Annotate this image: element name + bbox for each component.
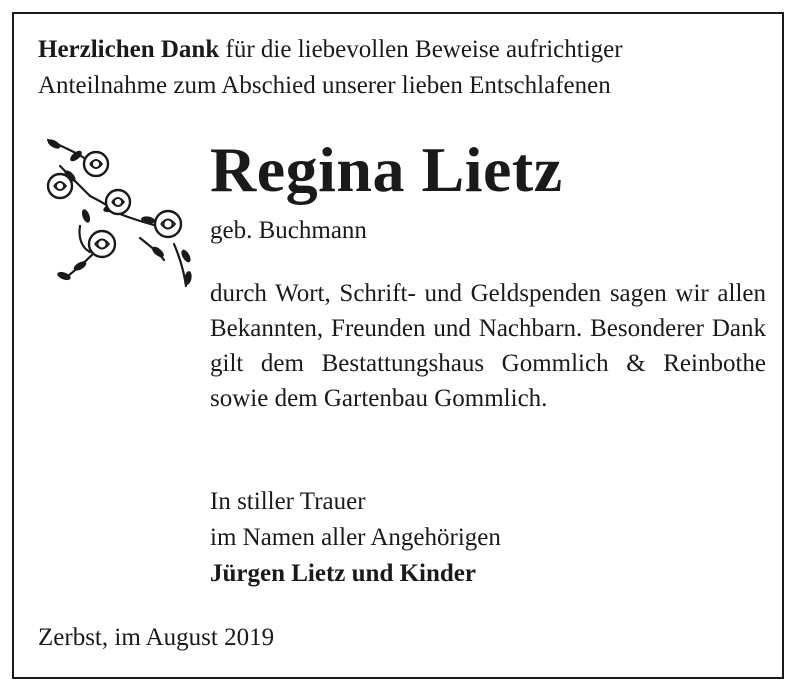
intro-line-1: für die liebevollen Beweise aufrichtiger (219, 36, 623, 63)
deceased-name: Regina Lietz (210, 134, 563, 205)
mourning-line-2: im Namen aller Angehörigen (210, 524, 501, 551)
mourning-block (210, 484, 501, 592)
thank-you-message: durch Wort, Schrift- und Geldspenden sagen wir allen Bekannten, Freunden und Nachbarn. Besonderer Dank gilt dem Bestattungshaus Gommlich & Reinbothe sowie dem Gartenbau Gommlich. (210, 280, 766, 412)
birth-name: geb. Buchmann (210, 217, 367, 244)
mourning-line-1: In stiller Trauer (210, 488, 366, 515)
intro-line-2: Anteilnahme zum Abschied unserer lieben Entschlafenen (38, 72, 611, 99)
obituary-notice (12, 12, 784, 679)
intro-text (38, 32, 768, 104)
intro-heading: Herzlichen Dank (38, 36, 220, 63)
signer-name: Jürgen Lietz und Kinder (210, 560, 476, 587)
place-and-date: Zerbst, im August 2019 (38, 624, 275, 651)
roses-icon (40, 126, 196, 296)
